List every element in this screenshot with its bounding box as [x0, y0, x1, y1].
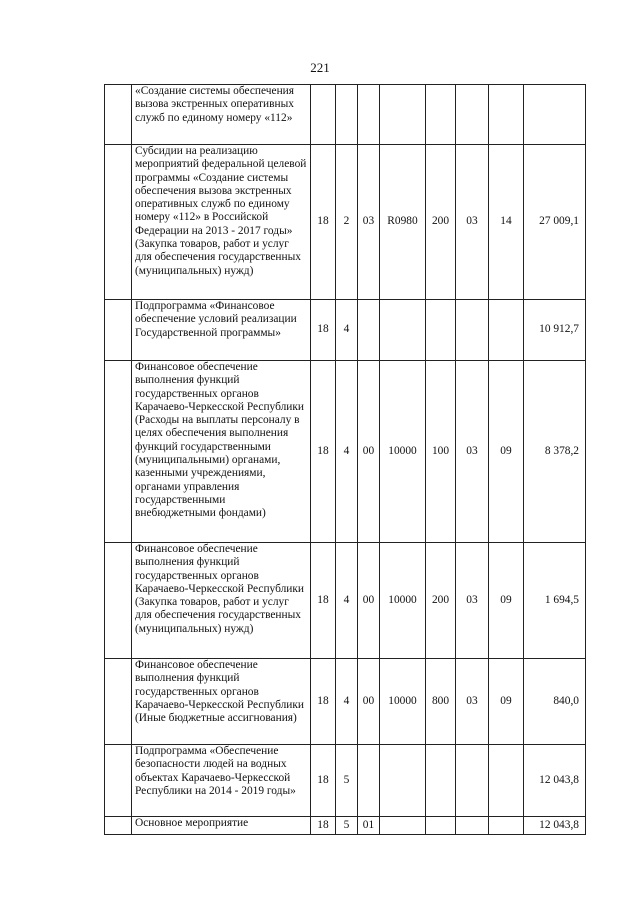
- row-code7-cell: 09: [489, 361, 524, 543]
- table-row: [105, 145, 586, 300]
- row-margin-cell: [105, 85, 132, 145]
- row-margin-cell: [105, 300, 132, 361]
- row-code2-cell: 2: [336, 145, 358, 300]
- row-code4-cell: 10000: [380, 659, 426, 745]
- table-row: [105, 85, 586, 145]
- row-code1-cell: 18: [311, 659, 336, 745]
- row-code1-cell: 18: [311, 300, 336, 361]
- table-row: [105, 745, 586, 817]
- row-code6-cell: [456, 745, 489, 817]
- row-name-cell: Финансовое обеспечение выполнения функций государственных органов Карачаево-Черкесской Республики (Закупка товаров, работ и услуг для обеспечения государственных (муниципальных) нужд): [132, 543, 311, 659]
- row-code3-cell: 00: [358, 361, 380, 543]
- row-code3-cell: [358, 745, 380, 817]
- row-code2-cell: 4: [336, 361, 358, 543]
- row-code6-cell: 03: [456, 543, 489, 659]
- row-code5-cell: 200: [426, 543, 456, 659]
- table-row: [105, 659, 586, 745]
- row-code4-cell: R0980: [380, 145, 426, 300]
- row-code2-cell: 5: [336, 817, 358, 835]
- row-amount-cell: 27 009,1: [524, 145, 586, 300]
- row-margin-cell: [105, 659, 132, 745]
- row-code6-cell: [456, 300, 489, 361]
- row-code3-cell: 01: [358, 817, 380, 835]
- row-code6-cell: 03: [456, 361, 489, 543]
- row-amount-cell: 10 912,7: [524, 300, 586, 361]
- row-code2-cell: [336, 85, 358, 145]
- row-amount-cell: 12 043,8: [524, 817, 586, 835]
- row-name-cell: «Создание системы обеспечения вызова экстренных оперативных служб по единому номеру «112»: [132, 85, 311, 145]
- row-code7-cell: 09: [489, 659, 524, 745]
- page-number: 221: [310, 60, 330, 75]
- row-amount-cell: 8 378,2: [524, 361, 586, 543]
- row-code7-cell: 14: [489, 145, 524, 300]
- row-margin-cell: [105, 145, 132, 300]
- row-code7-cell: [489, 300, 524, 361]
- row-code1-cell: 18: [311, 543, 336, 659]
- row-code1-cell: 18: [311, 745, 336, 817]
- row-code2-cell: 4: [336, 543, 358, 659]
- row-code7-cell: [489, 85, 524, 145]
- row-code5-cell: 800: [426, 659, 456, 745]
- row-code6-cell: [456, 817, 489, 835]
- row-code1-cell: [311, 85, 336, 145]
- row-code4-cell: 10000: [380, 361, 426, 543]
- table-row: [105, 361, 586, 543]
- row-code2-cell: 5: [336, 745, 358, 817]
- row-code5-cell: 100: [426, 361, 456, 543]
- row-margin-cell: [105, 543, 132, 659]
- row-code6-cell: 03: [456, 145, 489, 300]
- row-code5-cell: [426, 85, 456, 145]
- row-code1-cell: 18: [311, 817, 336, 835]
- row-name-cell: Финансовое обеспечение выполнения функций государственных органов Карачаево-Черкесской Республики (Иные бюджетные ассигнования): [132, 659, 311, 745]
- table-row: [105, 817, 586, 835]
- row-code7-cell: [489, 817, 524, 835]
- row-code3-cell: [358, 300, 380, 361]
- row-code5-cell: [426, 745, 456, 817]
- row-code3-cell: 03: [358, 145, 380, 300]
- row-code4-cell: [380, 817, 426, 835]
- row-code2-cell: 4: [336, 659, 358, 745]
- row-code5-cell: [426, 817, 456, 835]
- row-code4-cell: [380, 745, 426, 817]
- row-code3-cell: 00: [358, 659, 380, 745]
- row-code7-cell: 09: [489, 543, 524, 659]
- row-code5-cell: [426, 300, 456, 361]
- row-amount-cell: 1 694,5: [524, 543, 586, 659]
- row-margin-cell: [105, 745, 132, 817]
- row-code7-cell: [489, 745, 524, 817]
- row-code2-cell: 4: [336, 300, 358, 361]
- row-name-cell: Финансовое обеспечение выполнения функций государственных органов Карачаево-Черкесской Республики (Расходы на выплаты персоналу в целях обеспечения выполнения функций государственными (муниципальными) органами, казенными учреждениями, органами управления государственными внебюджетными фондами): [132, 361, 311, 543]
- row-code5-cell: 200: [426, 145, 456, 300]
- row-margin-cell: [105, 361, 132, 543]
- row-code4-cell: [380, 300, 426, 361]
- row-code3-cell: 00: [358, 543, 380, 659]
- row-name-cell: Субсидии на реализацию мероприятий федеральной целевой программы «Создание системы обеспечения вызова экстренных оперативных служб по единому номеру «112» в Российской Федерации на 2013 - 2017 годы» (Закупка товаров, работ и услуг для обеспечения государственных (муниципальных) нужд): [132, 145, 311, 300]
- row-name-cell: Основное мероприятие: [132, 817, 311, 835]
- row-code4-cell: [380, 85, 426, 145]
- row-code6-cell: 03: [456, 659, 489, 745]
- row-amount-cell: 12 043,8: [524, 745, 586, 817]
- row-code1-cell: 18: [311, 361, 336, 543]
- row-code6-cell: [456, 85, 489, 145]
- row-code1-cell: 18: [311, 145, 336, 300]
- row-name-cell: Подпрограмма «Финансовое обеспечение условий реализации Государственной программы»: [132, 300, 311, 361]
- budget-table: [104, 84, 586, 835]
- table-row: [105, 543, 586, 659]
- row-amount-cell: [524, 85, 586, 145]
- row-code4-cell: 10000: [380, 543, 426, 659]
- table-row: [105, 300, 586, 361]
- row-name-cell: Подпрограмма «Обеспечение безопасности людей на водных объектах Карачаево-Черкесской Республики на 2014 - 2019 годы»: [132, 745, 311, 817]
- row-margin-cell: [105, 817, 132, 835]
- row-amount-cell: 840,0: [524, 659, 586, 745]
- row-code3-cell: [358, 85, 380, 145]
